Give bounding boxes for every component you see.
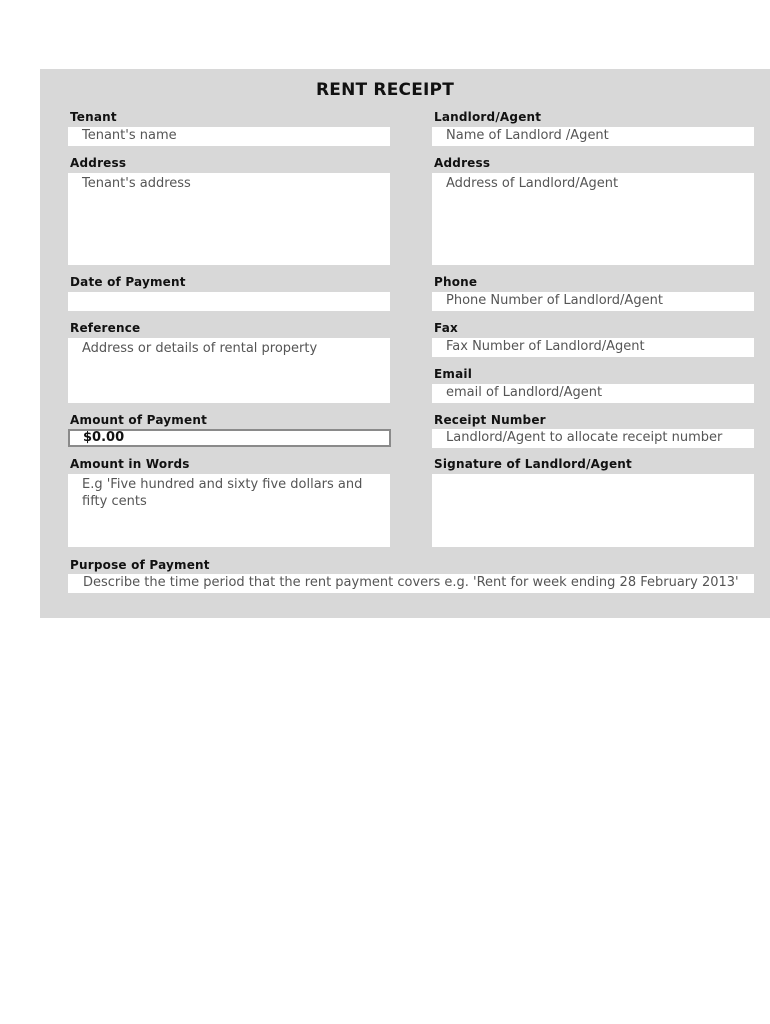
amount-of-payment-label: Amount of Payment	[70, 413, 208, 427]
amount-in-words-label: Amount in Words	[70, 457, 190, 471]
landlord-address-field[interactable]: Address of Landlord/Agent	[432, 173, 754, 265]
amount-of-payment-field[interactable]: $0.00	[68, 429, 391, 447]
receipt-number-field[interactable]: Landlord/Agent to allocate receipt number	[432, 429, 754, 448]
amount-in-words-field[interactable]: E.g 'Five hundred and sixty five dollars and fifty cents	[68, 474, 390, 547]
landlord-name-field[interactable]: Name of Landlord /Agent	[432, 127, 754, 146]
tenant-address-label: Address	[70, 156, 127, 170]
email-field[interactable]: email of Landlord/Agent	[432, 384, 754, 403]
fax-field[interactable]: Fax Number of Landlord/Agent	[432, 338, 754, 357]
date-of-payment-label: Date of Payment	[70, 275, 186, 289]
email-label: Email	[434, 367, 473, 381]
phone-field[interactable]: Phone Number of Landlord/Agent	[432, 292, 754, 311]
receipt-number-label: Receipt Number	[434, 413, 546, 427]
purpose-of-payment-label: Purpose of Payment	[70, 558, 210, 572]
phone-label: Phone	[434, 275, 478, 289]
signature-label: Signature of Landlord/Agent	[434, 457, 632, 471]
tenant-name-field[interactable]: Tenant's name	[68, 127, 390, 146]
date-of-payment-field[interactable]	[68, 292, 390, 311]
tenant-address-field[interactable]: Tenant's address	[68, 173, 390, 265]
tenant-label: Tenant	[70, 110, 117, 124]
signature-field[interactable]	[432, 474, 754, 547]
page-title: RENT RECEIPT	[315, 80, 455, 100]
landlord-address-label: Address	[434, 156, 491, 170]
fax-label: Fax	[434, 321, 458, 335]
landlord-agent-label: Landlord/Agent	[434, 110, 542, 124]
purpose-of-payment-field[interactable]: Describe the time period that the rent payment covers e.g. 'Rent for week ending 28 February 2013'	[68, 574, 754, 593]
reference-label: Reference	[70, 321, 141, 335]
reference-field[interactable]: Address or details of rental property	[68, 338, 390, 403]
